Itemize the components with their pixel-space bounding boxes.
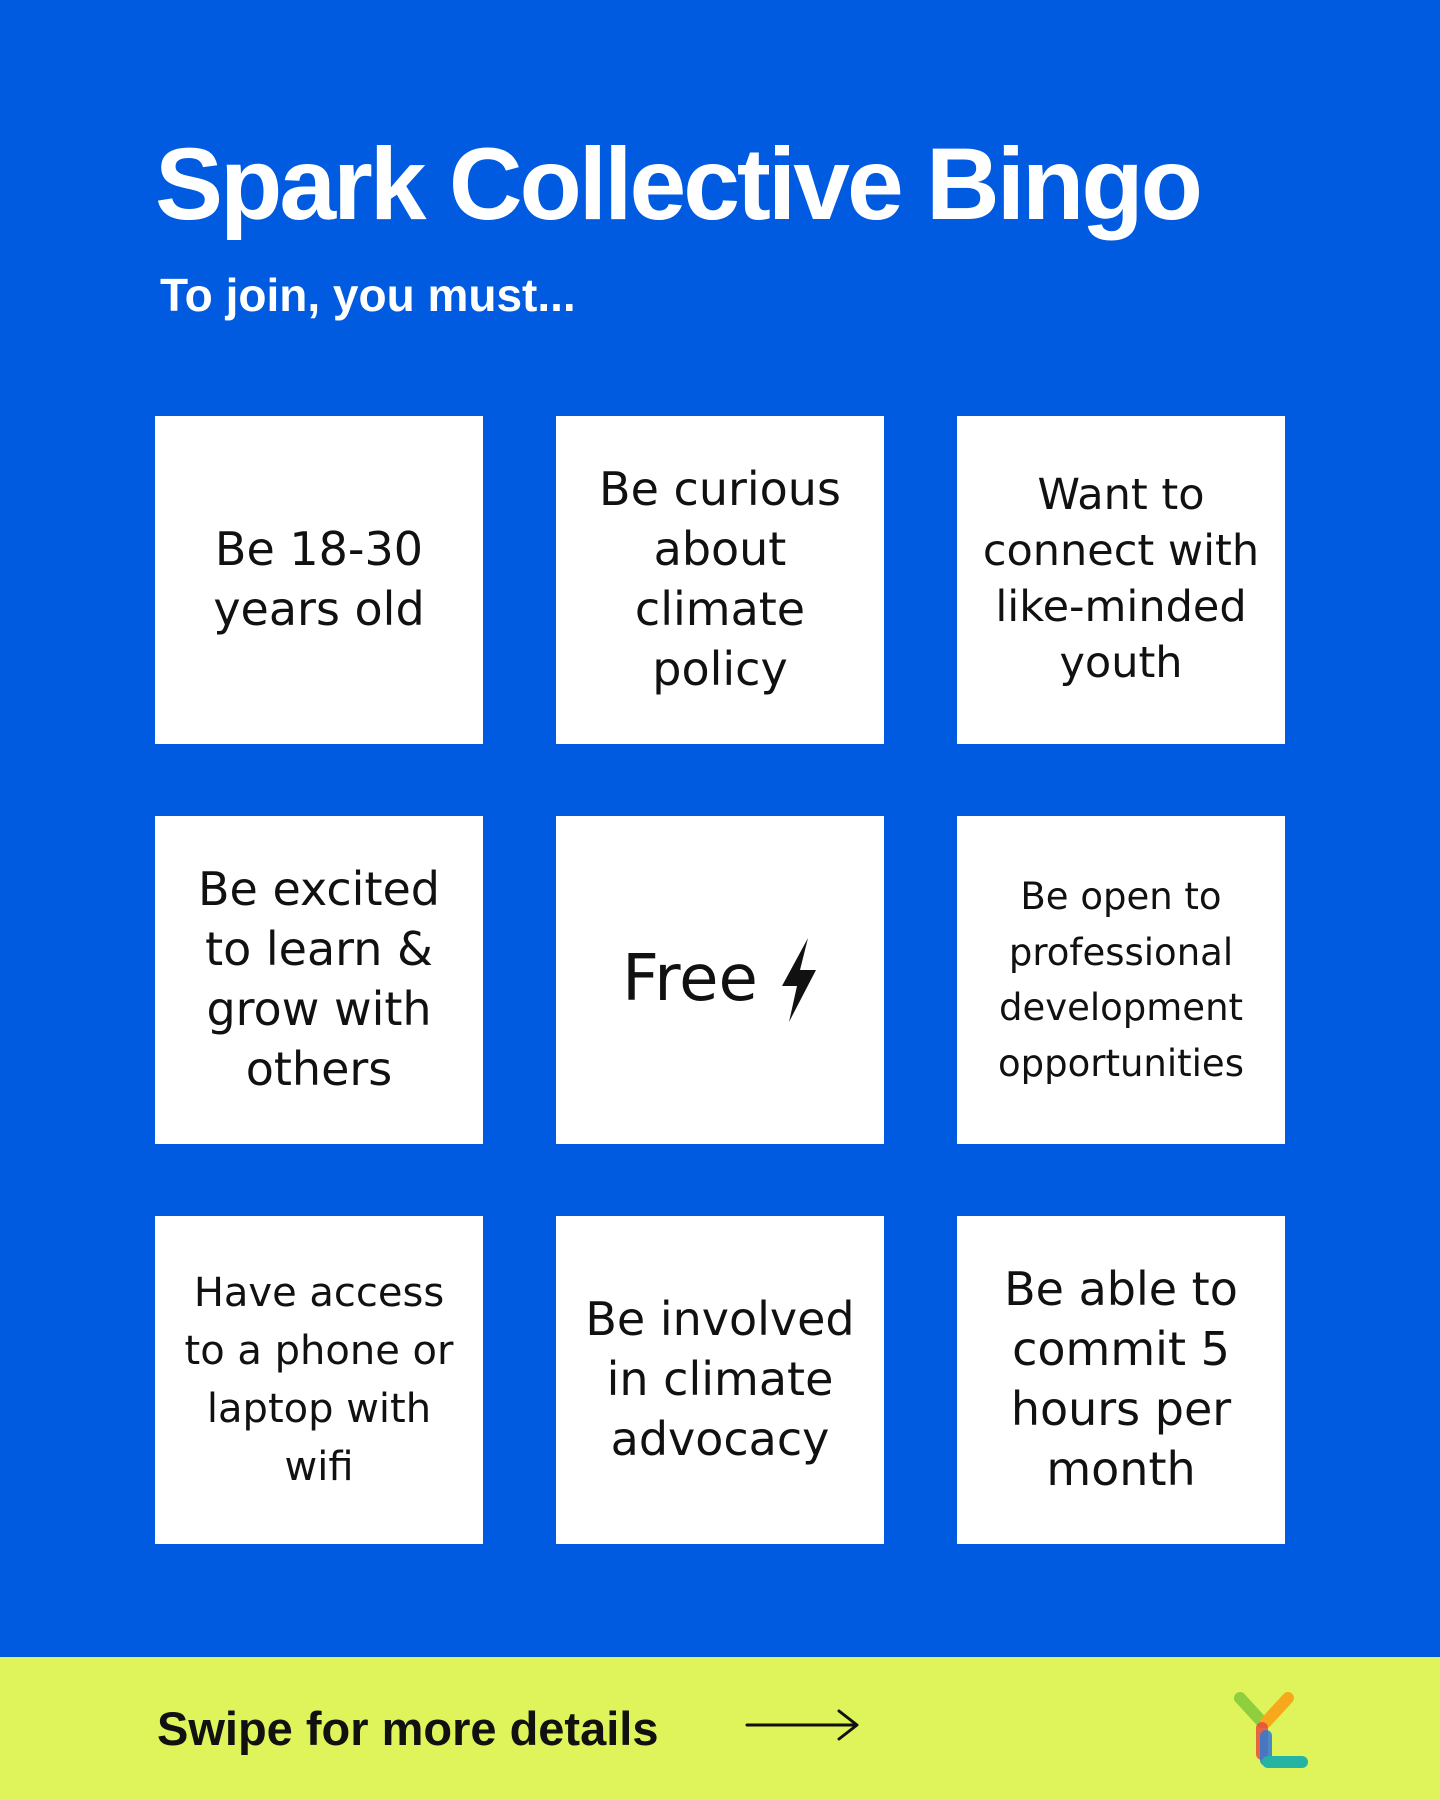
bingo-cell-free bbox=[556, 816, 884, 1144]
bingo-cell-connect: Want to connect with like-minded youth bbox=[957, 416, 1285, 744]
page-title: Spark Collective Bingo bbox=[155, 127, 1200, 241]
free-label: Free bbox=[622, 942, 758, 1017]
bingo-cell-curious: Be curious about climate policy bbox=[556, 416, 884, 744]
bingo-grid bbox=[155, 416, 1285, 1544]
bingo-cell-access: Have access to a phone or laptop with wifi bbox=[155, 1216, 483, 1544]
swipe-cta: Swipe for more details bbox=[157, 1702, 659, 1755]
bingo-cell-advocacy: Be involved in climate advocacy bbox=[556, 1216, 884, 1544]
brand-logo-icon bbox=[1228, 1686, 1310, 1777]
arrow-right-icon bbox=[745, 1707, 861, 1748]
bingo-cell-commit: Be able to commit 5 hours per month bbox=[957, 1216, 1285, 1544]
bingo-cell-excited: Be excited to learn & grow with others bbox=[155, 816, 483, 1144]
lightning-bolt-icon bbox=[778, 938, 818, 1022]
footer-bar bbox=[0, 1657, 1440, 1800]
page-subtitle: To join, you must... bbox=[160, 269, 576, 321]
bingo-cell-professional: Be open to professional development opportunities bbox=[957, 816, 1285, 1144]
bingo-cell-age: Be 18-30 years old bbox=[155, 416, 483, 744]
